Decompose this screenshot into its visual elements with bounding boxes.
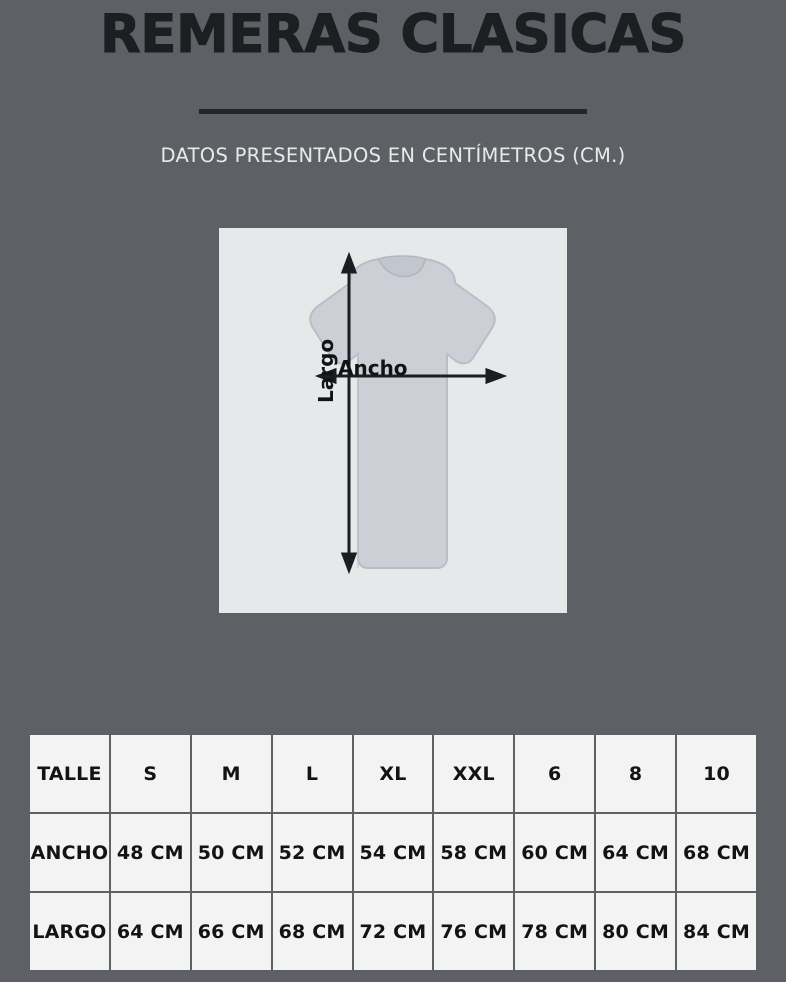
table-cell: 60 CM [514,813,595,892]
table-header-cell: S [110,734,191,813]
tshirt-illustration [219,228,567,613]
table-cell: 80 CM [595,892,676,971]
table-cell: 64 CM [595,813,676,892]
table-row [29,813,757,892]
table-header-cell: 10 [676,734,757,813]
table-cell: 54 CM [353,813,434,892]
table-cell: 50 CM [191,813,272,892]
table-cell: 66 CM [191,892,272,971]
table-cell: 52 CM [272,813,353,892]
table-cell: 78 CM [514,892,595,971]
table-header-cell: 6 [514,734,595,813]
table-row [29,892,757,971]
table-row-header [29,734,757,813]
table-cell: 76 CM [433,892,514,971]
table-cell: 68 CM [272,892,353,971]
table-cell: 68 CM [676,813,757,892]
row-label-largo: LARGO [29,892,110,971]
tshirt-shape [310,256,494,568]
page-title: REMERAS CLASICAS [99,4,687,65]
table-header-cell: XL [353,734,434,813]
table-cell: 72 CM [353,892,434,971]
table-header-cell: XXL [433,734,514,813]
table-header-cell: TALLE [29,734,110,813]
length-label: Largo [314,338,338,403]
table-header-cell: 8 [595,734,676,813]
table-header-cell: M [191,734,272,813]
size-table-container [28,733,758,972]
page-subtitle: DATOS PRESENTADOS EN CENTÍMETROS (CM.) [160,144,626,167]
size-table [28,733,758,972]
table-cell: 64 CM [110,892,191,971]
title-divider [199,109,587,114]
row-label-ancho: ANCHO [29,813,110,892]
table-cell: 84 CM [676,892,757,971]
table-header-cell: L [272,734,353,813]
width-label: Ancho [338,356,408,380]
table-cell: 58 CM [433,813,514,892]
table-cell: 48 CM [110,813,191,892]
